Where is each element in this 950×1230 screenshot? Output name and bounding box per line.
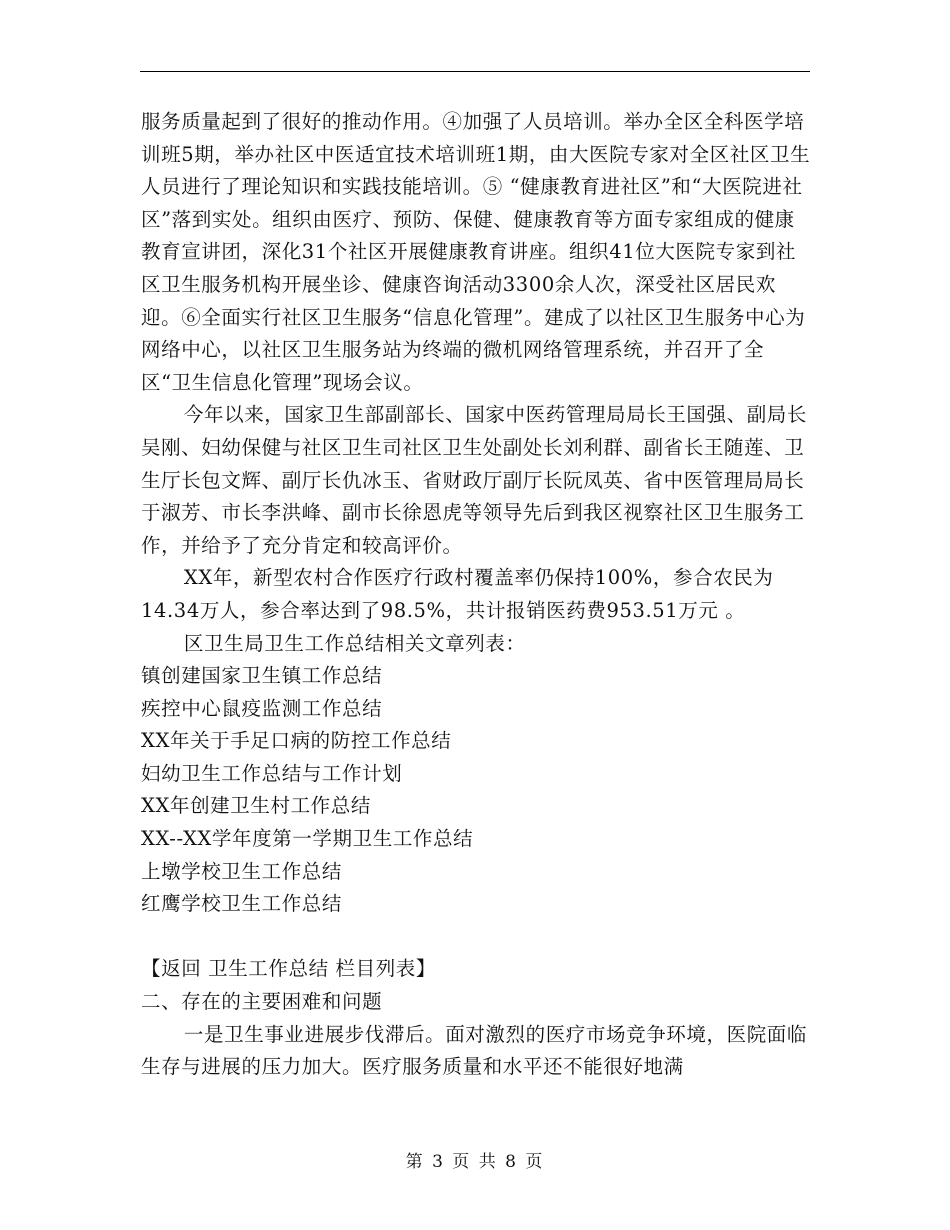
related-article-link[interactable]: XX年关于手足口病的防控工作总结 [141,729,452,753]
related-article-link[interactable]: 上墩学校卫生工作总结 [141,859,343,883]
related-articles-heading: 区卫生局卫生工作总结相关文章列表： [183,631,526,655]
paragraph-leaders-visit: 今年以来，国家卫生部副部长、国家中医药管理局局长王国强、副局长吴刚、妇幼保健与社区卫生司社区卫生处副处长刘利群、副省长王随莲、卫生厅长包文辉、副厅长仇冰玉、省财政厅副厅长阮凤英、省中医管理局局长于淑芳、市长李洪峰、副市长徐恩虎等领导先后到我区视察社区卫生服务工作，并给予了充分肯定和较高评价。 [141,403,807,557]
blank-line [141,921,811,954]
header-rule [140,71,810,72]
page-content [141,106,811,1084]
related-article-link[interactable]: 疾控中心鼠疫监测工作总结 [141,696,383,720]
paragraph-training: 服务质量起到了很好的推动作用。④加强了人员培训。举办全区全科医学培训班5期，举办社区中医适宜技术培训班1期，由大医院专家对全区社区卫生人员进行了理论知识和实践技能培训。⑤ “健康教育进社区”和“大医院进社区”落到实处。组织由医疗、预防、保健、健康教育等方面专家组成的健康教育宣讲团，深化31个社区开展健康教育讲座。组织41位大医院专家到社区卫生服务机构开展坐诊、健康咨询活动3300余人次，深受社区居民欢迎。⑥全面实行社区卫生服务“信息化管理”。建成了以社区卫生服务中心为网络中心，以社区卫生服务站为终端的微机网络管理系统，并召开了全区“卫生信息化管理”现场会议。 [141,110,811,394]
related-article-link[interactable]: XX--XX学年度第一学期卫生工作总结 [141,827,474,851]
paragraph-difficulties: 一是卫生事业进展步伐滞后。面对激烈的医疗市场竞争环境，医院面临生存与进展的压力加大。医疗服务质量和水平还不能很好地满 [141,1022,807,1079]
related-article-link[interactable]: 妇幼卫生工作总结与工作计划 [141,761,403,785]
page-number: 第 3 页 共 8 页 [405,1152,545,1172]
related-article-link[interactable]: XX年创建卫生村工作总结 [141,794,371,818]
section-heading: 二、存在的主要困难和问题 [141,990,383,1014]
related-article-link[interactable]: 红鹰学校卫生工作总结 [141,892,343,916]
back-to-list-link[interactable]: 【返回 卫生工作总结 栏目列表】 [141,957,436,981]
related-article-link[interactable]: 镇创建国家卫生镇工作总结 [141,664,383,688]
paragraph-cooperative-medical: XX年，新型农村合作医疗行政村覆盖率仍保持100%，参合农民为14.34万人，参合率达到了98.5%，共计报销医药费953.51万元 。 [141,566,774,622]
